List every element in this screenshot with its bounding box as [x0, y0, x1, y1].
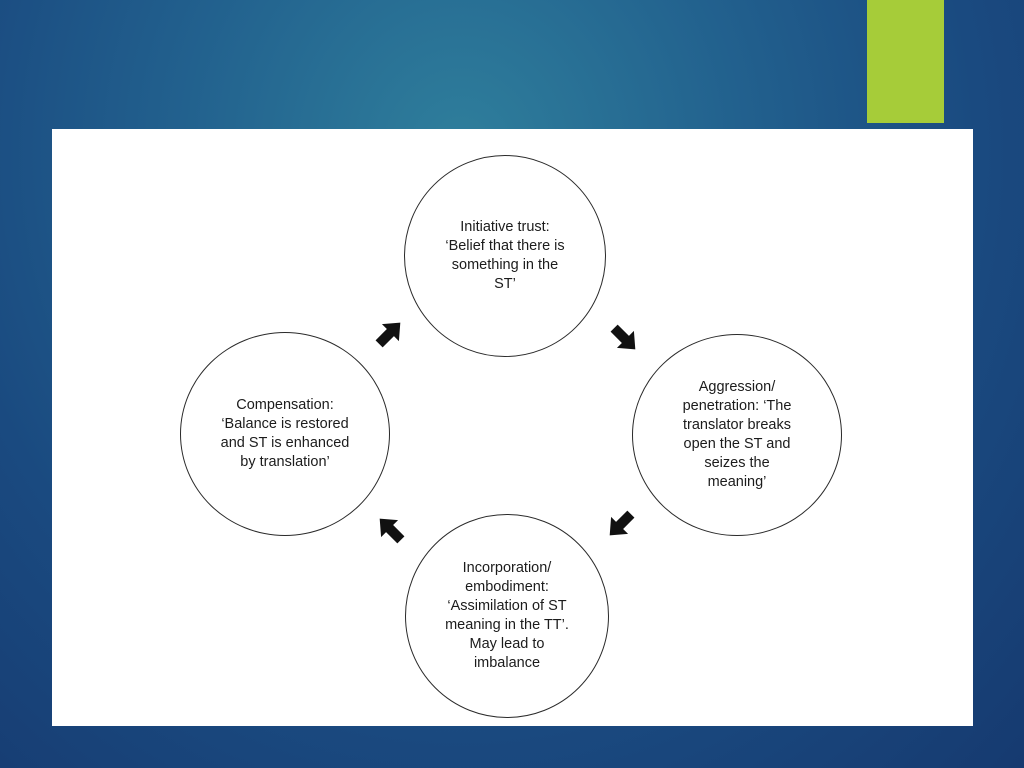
accent-bar	[867, 0, 944, 123]
arrows-layer	[52, 129, 973, 726]
arrow-down-left-icon	[601, 506, 639, 544]
arrow-up-left-icon	[371, 510, 409, 548]
diagram-panel	[52, 129, 973, 726]
arrow-down-right-icon	[606, 320, 644, 358]
hermeneutic-motion-diagram	[52, 129, 973, 726]
node-incorporation-text: Incorporation/ embodiment: ‘Assimilation of ST meaning in the TT’. May lead to imbalance	[445, 560, 569, 671]
node-compensation-text: Compensation: ‘Balance is restored and ST is enhanced by translation’	[220, 397, 350, 470]
node-aggression-text: Aggression/ penetration: ‘The translator breaks open the ST and seizes the meaning’	[682, 379, 792, 490]
node-initiative-trust-text: Initiative trust: ‘Belief that there is something in the ST’	[445, 219, 565, 292]
arrow-up-right-icon	[371, 314, 409, 352]
